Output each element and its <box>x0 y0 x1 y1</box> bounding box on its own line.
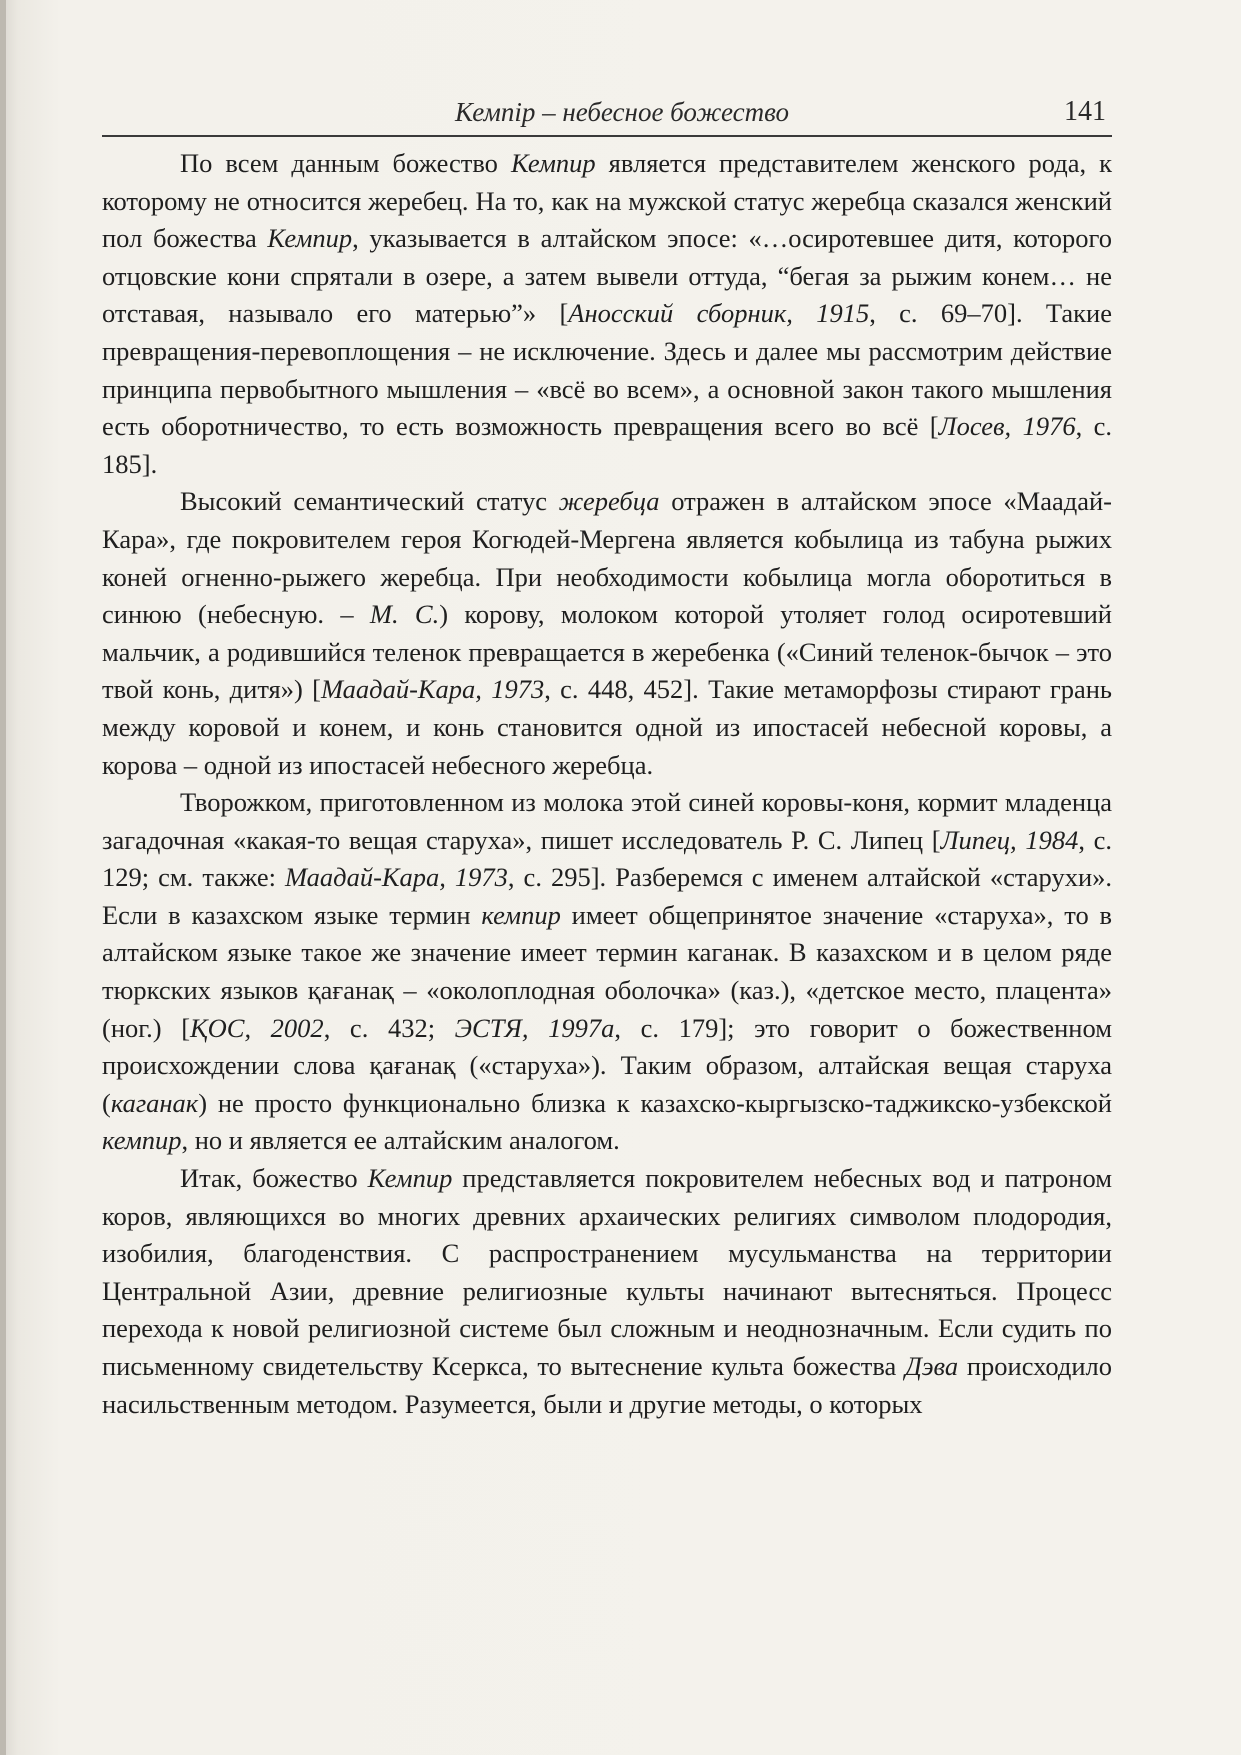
text-run: представляется покровителем небесных вод и патроном коров, являющихся во многих древних архаических религиях символом плодородия, изобилия, благоденствия. С распространением мусульманства на территории Центральной Азии, древние религиозные культы начинают вытесняться. Процесс перехода к новой религиозной системе был сложным и неоднозначным. Если судить по письменному свидетельству Ксеркса, то вытеснение культа божества <box>102 1163 1113 1381</box>
text-run: ) корову, молоком которой утоляет голод осиротевший мальчик, а родившийся теленок превращается в жеребенка («Синий теленок-бычок – это твой конь, дитя») [ <box>102 599 1112 705</box>
text-run: , с. 295]. Разберемся с именем алтайской «старухи». Если в казахском языке термин <box>102 862 1112 930</box>
text-run: , с. 185]. <box>102 411 1113 479</box>
italic-run: Маадай-Кара, 1973 <box>320 674 545 705</box>
italic-run: ҚОС, 2002 <box>190 1012 324 1043</box>
paragraph-1 <box>102 145 1112 483</box>
italic-run: М. С. <box>369 599 440 630</box>
text-run: Итак, божество <box>180 1163 368 1194</box>
text-run: , с. 179]; это говорит о божественном происхождении слова қағанақ («старуха»). Таким образом, алтайская вещая старуха ( <box>102 1012 1112 1118</box>
text-run: ) не просто функционально близка к казахско-кыргызско-таджикско-узбекской <box>198 1087 1112 1118</box>
text-run: , с. 69–70]. Такие превращения-перевоплощения – не исключение. Здесь и далее мы рассмотрим действие принципа первобытного мышления – «всё во всем», а основной закон такого мышления есть оборотничество, то есть возможность превращения всего во всё [ <box>102 298 1112 442</box>
header-rule <box>102 135 1112 137</box>
italic-run: Кемпир <box>367 1163 453 1194</box>
text-run: Творожком, приготовленном из молока этой синей коровы-коня, кормит младенца загадочная «какая-то вещая старуха», пишет исследователь Р. С. Липец [ <box>102 787 1112 855</box>
italic-run: Лосев, 1976 <box>938 411 1076 442</box>
italic-run: Маадай-Кара, 1973 <box>284 862 508 893</box>
text-run: Высокий семантический статус <box>180 486 559 517</box>
italic-run: Дэва <box>905 1351 959 1381</box>
text-run: имеет общепринятое значение «старуха», то в алтайском языке такое же значение имеет термин каганак. В казахском и в целом ряде тюркских языков қағанақ – «околоплодная оболочка» (каз.), «детское место, плацента» (ног.) [ <box>102 899 1113 1043</box>
text-run: происходило насильственным методом. Разумеется, были и другие методы, о которых <box>102 1351 1112 1419</box>
text-run: , но и является ее алтайским аналогом. <box>181 1125 620 1156</box>
italic-run: Кемпир <box>510 148 596 178</box>
binding-edge <box>0 0 6 1755</box>
italic-run: ЭСТЯ, 1997а <box>454 1012 615 1043</box>
italic-run: каганак <box>110 1087 199 1118</box>
italic-run: Аносский сборник, 1915 <box>568 298 870 329</box>
text-run: По всем данным божество <box>180 148 511 178</box>
paragraph-4 <box>102 1160 1112 1423</box>
text-run: , указывается в алтайском эпосе: «…осиротевшее дитя, которого отцовские кони спрятали в озере, а затем вывели оттуда, “бегая за рыжим конем… не отставая, называло его матерью”» [ <box>102 223 1113 329</box>
italic-run: кемпир <box>481 899 561 930</box>
text-run: , с. 432; <box>323 1012 455 1043</box>
text-run: отражен в алтайском эпосе «Маадай-Кара», где покровителем героя Когюдей-Мергена является кобылица из табуна рыжих коней огненно-рыжего жеребца. При необходимости кобылица могла оборотиться в синюю (небесную. – <box>102 486 1112 630</box>
body-text <box>102 145 1112 1423</box>
page-number: 141 <box>1064 96 1106 127</box>
text-run: , с. 129; см. также: <box>102 824 1113 893</box>
italic-run: кемпир <box>102 1125 182 1156</box>
running-title: Кемпір – небесное божество <box>455 97 789 127</box>
running-header <box>102 95 1112 137</box>
paragraph-2 <box>102 483 1112 784</box>
italic-run: Кемпир <box>267 223 353 254</box>
italic-run: Липец, 1984 <box>940 824 1079 855</box>
italic-run: жеребца <box>558 486 660 517</box>
text-run: является представителем женского рода, к которому не относится жеребец. На то, как на мужской статус жеребца сказался женский пол божества <box>102 148 1112 254</box>
paragraph-3 <box>102 784 1112 1160</box>
text-run: , с. 448, 452]. Такие метаморфозы стирают грань между коровой и конем, и конь становится одной из ипостасей небесной коровы, а корова – одной из ипостасей небесного жеребца. <box>102 674 1113 780</box>
